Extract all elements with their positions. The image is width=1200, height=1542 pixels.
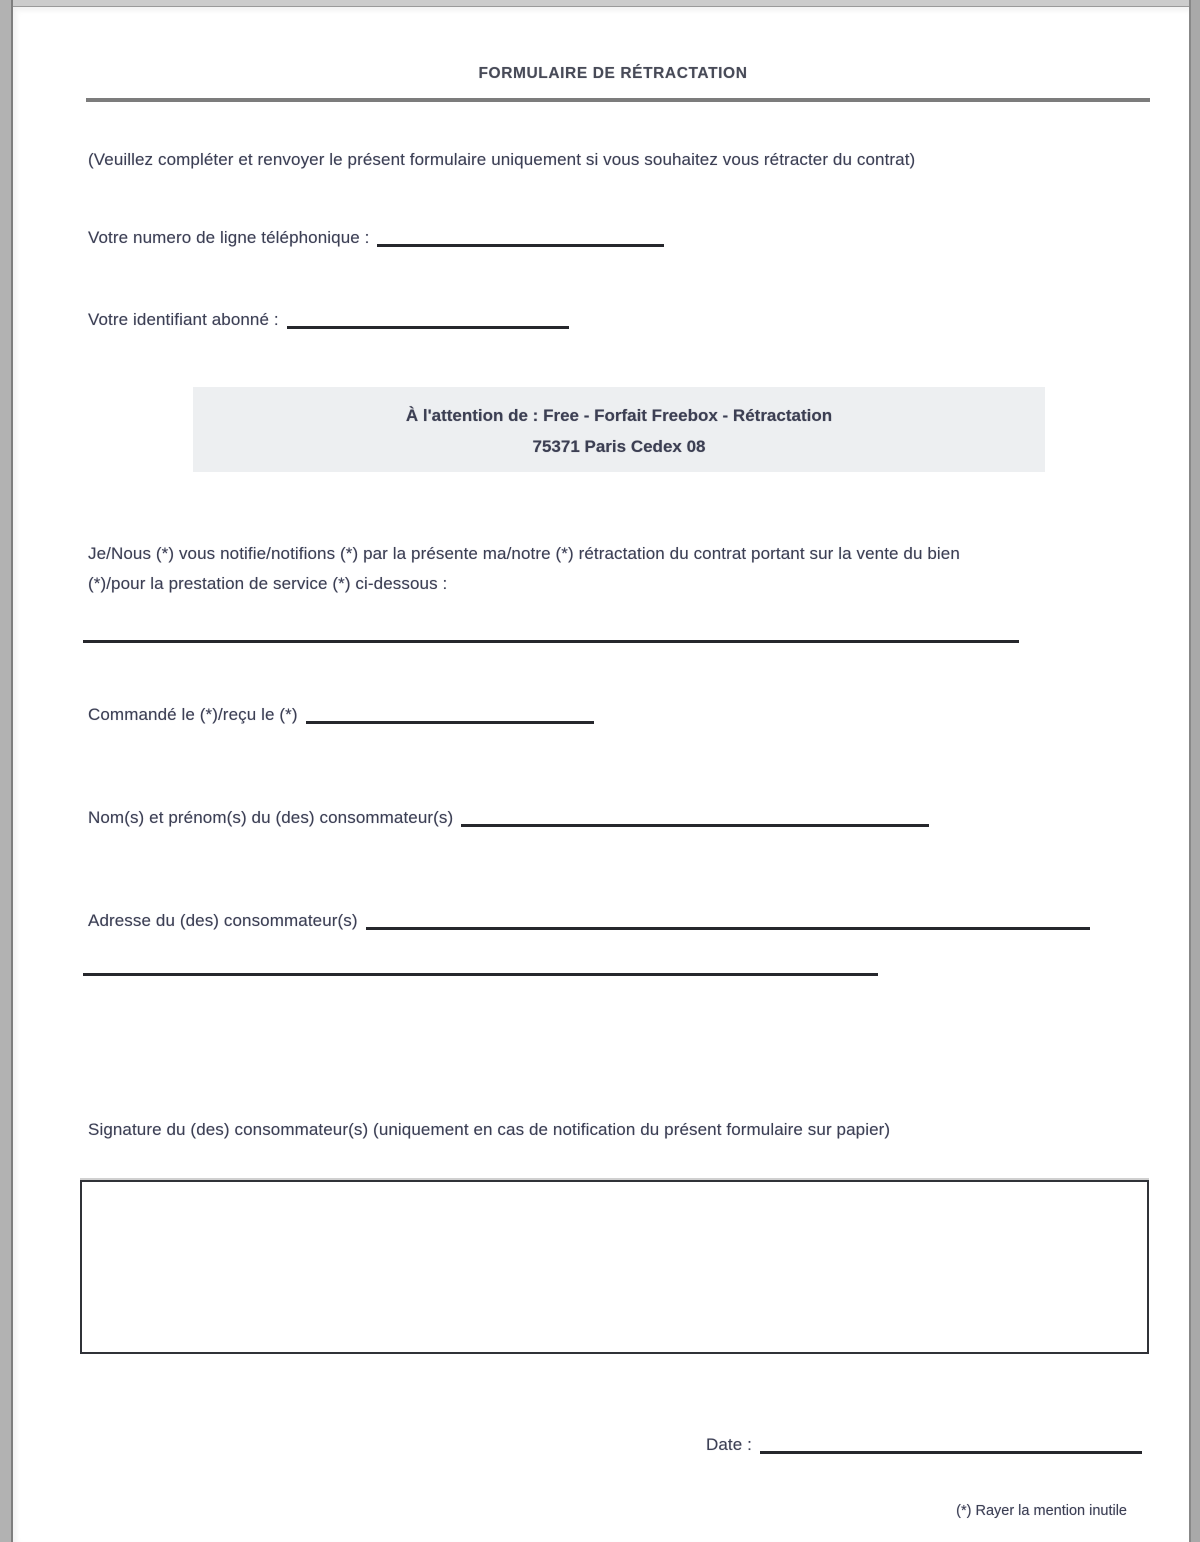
phone-line-row xyxy=(88,227,664,249)
consumer-address-label: Adresse du (des) consommateur(s) xyxy=(88,911,358,930)
ordered-received-label: Commandé le (*)/reçu le (*) xyxy=(88,705,298,724)
withdrawal-notice-line1: Je/Nous (*) vous notifie/notifions (*) par la présente ma/notre (*) rétractation du contrat portant sur la vente du bien xyxy=(88,544,960,563)
viewer-top-edge xyxy=(0,0,1200,7)
footnote: (*) Rayer la mention inutile xyxy=(956,1503,1127,1519)
title-divider xyxy=(86,98,1150,102)
consumer-address-blank-line xyxy=(366,913,1090,930)
consumer-names-label: Nom(s) et prénom(s) du (des) consommateur(s) xyxy=(88,808,454,827)
attention-address-line2: 75371 Paris Cedex 08 xyxy=(532,437,706,456)
viewer-right-edge xyxy=(1189,0,1200,1542)
subscriber-blank-line xyxy=(287,312,569,329)
attention-address-box xyxy=(193,387,1045,472)
date-blank-line xyxy=(760,1437,1142,1454)
withdrawal-notice-line2: (*)/pour la prestation de service (*) ci-dessous : xyxy=(88,574,448,593)
item-description-blank-line xyxy=(83,618,1019,643)
date-row xyxy=(706,1434,1142,1456)
date-label: Date : xyxy=(706,1435,752,1454)
ordered-received-blank-line xyxy=(306,707,594,724)
subscriber-id-row xyxy=(88,309,569,331)
signature-box xyxy=(80,1180,1149,1354)
intro-note: (Veuillez compléter et renvoyer le présent formulaire uniquement si vous souhaitez vous rétracter du contrat) xyxy=(88,150,916,169)
document-page xyxy=(13,7,1189,1542)
consumer-names-blank-line xyxy=(461,810,929,827)
phone-line-label: Votre numero de ligne téléphonique : xyxy=(88,228,370,247)
subscriber-id-label: Votre identifiant abonné : xyxy=(88,310,279,329)
page-title: FORMULAIRE DE RÉTRACTATION xyxy=(478,65,748,82)
consumer-names-row xyxy=(88,807,929,829)
ordered-received-row xyxy=(88,704,594,726)
attention-address-line1: À l'attention de : Free - Forfait Freebox - Rétractation xyxy=(405,406,833,425)
phone-blank-line xyxy=(377,230,664,247)
consumer-address-row xyxy=(88,910,1090,932)
withdrawal-notice xyxy=(88,539,1173,599)
viewer-left-edge xyxy=(0,0,13,1542)
consumer-address-blank-line-2 xyxy=(83,951,878,976)
signature-label: Signature du (des) consommateur(s) (uniquement en cas de notification du présent formulaire sur papier) xyxy=(88,1120,891,1139)
